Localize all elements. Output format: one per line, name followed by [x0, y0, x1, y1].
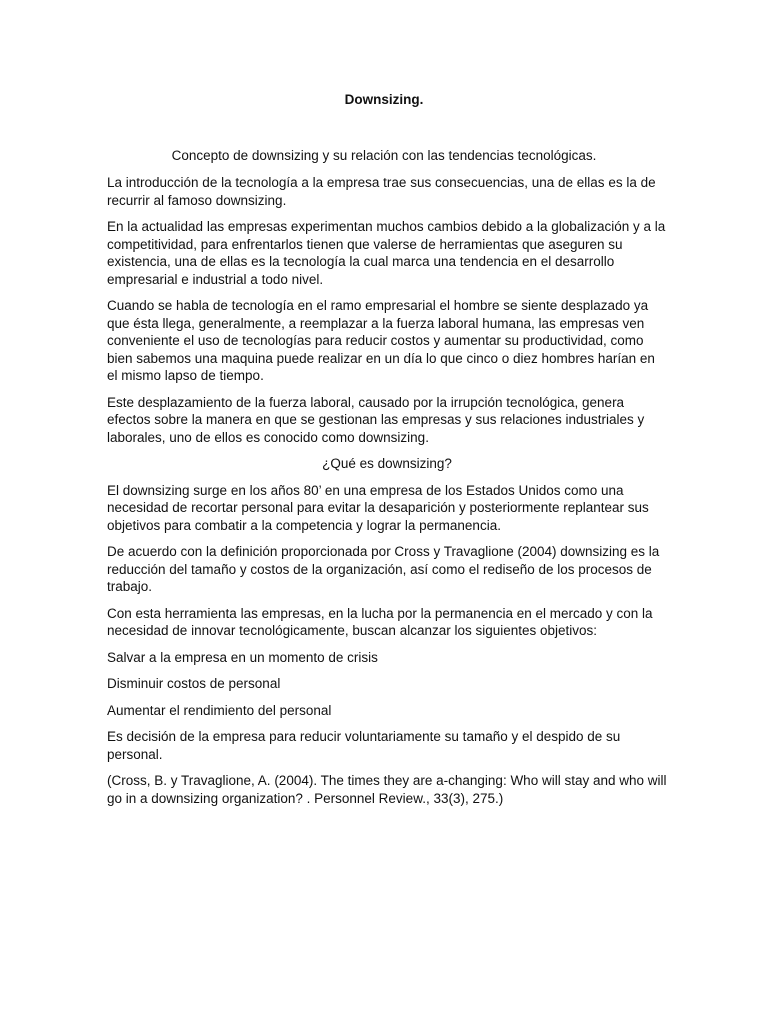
document-title: Downsizing.: [344, 92, 424, 107]
paragraph-displacement: Este desplazamiento de la fuerza laboral, causado por la irrupción tecnológica, genera efectos sobre la manera en que se gestionan las empresas y sus relaciones industriales y laborales, uno de ellos es conocido como downsizing.: [107, 394, 645, 445]
paragraph-intro: La introducción de la tecnología a la empresa trae sus consecuencias, una de ellas es la de recurrir al famoso downsizing.: [107, 175, 656, 208]
document-subtitle: Concepto de downsizing y su relación con las tendencias tecnológicas.: [171, 148, 597, 163]
paragraph-definition: De acuerdo con la definición proporcionada por Cross y Travaglione (2004) downsizing es la reducción del tamaño y costos de la organización, así como el rediseño de los procesos de trabajo.: [107, 544, 660, 594]
objective-item: Aumentar el rendimiento del personal: [107, 702, 332, 718]
paragraph-technology: Cuando se habla de tecnología en el ramo empresarial el hombre se siente desplazado ya que ésta llega, generalmente, a reemplazar a la fuerza laboral humana, las empresas ven conveniente el uso de tecnologías para reducir costos y aumentar su productividad, como bien sabemos una maquina puede realizar en un día lo que cinco o diez hombres harían en el mismo lapso de tiempo.: [107, 298, 655, 383]
reference-citation: (Cross, B. y Travaglione, A. (2004). The times they are a-changing: Who will stay and who will go in a downsizing organization? . Personnel Review., 33(3), 275.): [107, 773, 667, 806]
paragraph-globalization: En la actualidad las empresas experimentan muchos cambios debido a la globalización y a la competitividad, para enfrentarlos tienen que valerse de herramientas que aseguren su existencia, una de ellas es la tecnología la cual marca una tendencia en el desarrollo empresarial e industrial a todo nivel.: [107, 219, 666, 287]
paragraph-origin: El downsizing surge en los años 80’ en una empresa de los Estados Unidos como una necesidad de recortar personal para evitar la desaparición y posteriormente replantear sus objetivos para combatir a la competencia y lograr la permanencia.: [107, 482, 649, 533]
paragraph-decision: Es decisión de la empresa para reducir voluntariamente su tamaño y el despido de su personal.: [107, 729, 621, 762]
objective-item: Salvar a la empresa en un momento de crisis: [107, 649, 378, 665]
objective-item: Disminuir costos de personal: [107, 676, 281, 691]
section-heading-what-is: ¿Qué es downsizing?: [322, 456, 452, 471]
paragraph-objectives-intro: Con esta herramienta las empresas, en la lucha por la permanencia en el mercado y con la necesidad de innovar tecnológicamente, buscan alcanzar los siguientes objetivos:: [107, 605, 653, 638]
document-body: [107, 174, 667, 816]
